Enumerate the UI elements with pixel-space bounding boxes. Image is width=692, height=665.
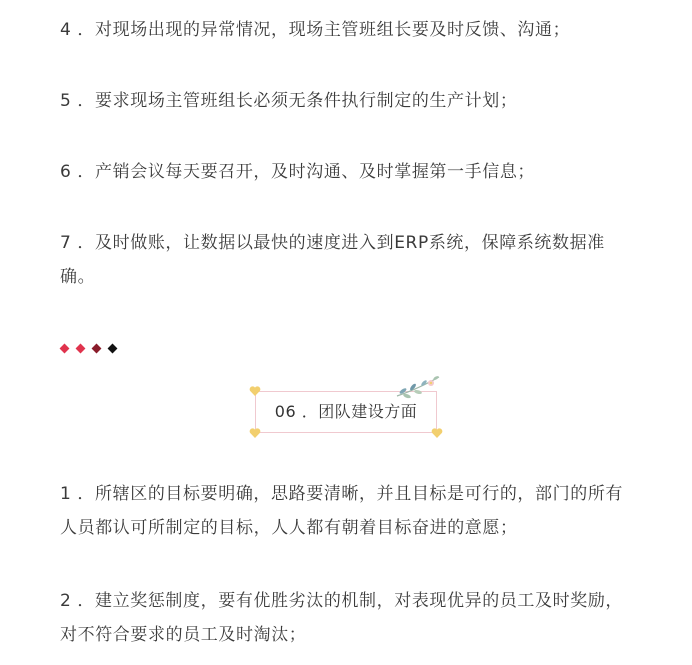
diamond-icon xyxy=(92,344,102,354)
diamond-icon xyxy=(76,344,86,354)
paragraph-item-4: 4 ．对现场出现的异常情况，现场主管班组长要及时反馈、沟通； xyxy=(60,20,571,40)
paragraph-item-5: 5 ．要求现场主管班组长必须无条件执行制定的生产计划； xyxy=(60,91,518,111)
paragraph-item-2: 2 ．建立奖惩制度，要有优胜劣汰的机制，对表现优异的员工及时奖励，对不符合要求的员工及时淘汰； xyxy=(60,591,624,645)
section-heading-title: 06 ．团队建设方面 xyxy=(274,402,418,421)
diamond-icon xyxy=(60,344,70,354)
diamond-icon xyxy=(108,344,118,354)
paragraph-item-7: 7 ．及时做账，让数据以最快的速度进入到ERP系统，保障系统数据准确。 xyxy=(60,233,605,287)
paragraph-item-1: 1 ．所辖区的目标要明确，思路要清晰，并且目标是可行的，部门的所有人员都认可所制定的目标，人人都有朝着目标奋进的意愿； xyxy=(60,484,624,538)
paragraph-item-6: 6 ．产销会议每天要召开，及时沟通、及时掌握第一手信息； xyxy=(60,162,536,182)
diamond-divider xyxy=(61,342,116,356)
